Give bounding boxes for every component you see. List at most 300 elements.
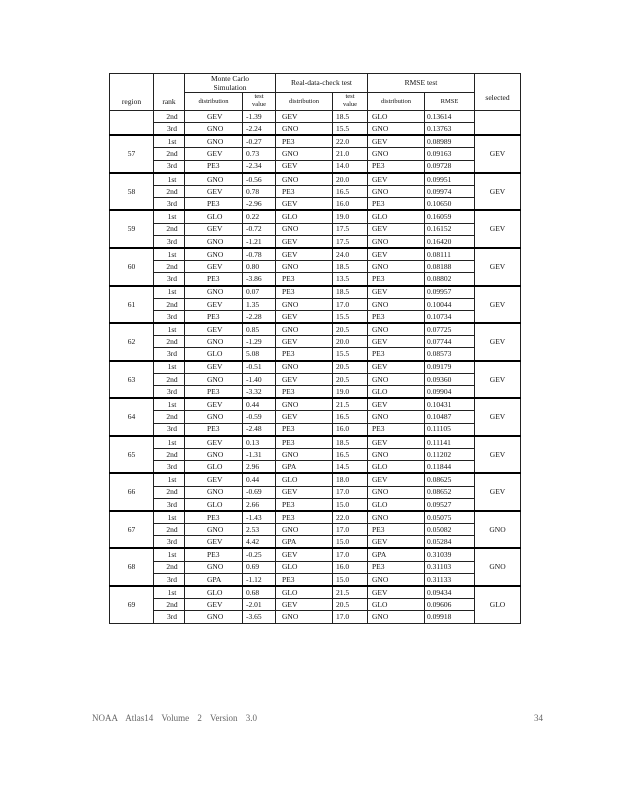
mc-test-value-cell-text: -3.86 bbox=[246, 274, 262, 284]
rank-cell-text: 1st bbox=[167, 287, 177, 297]
mc-test-value-cell-text: 0.78 bbox=[246, 186, 260, 196]
table-row bbox=[110, 373, 521, 385]
rm-distribution-cell bbox=[368, 310, 425, 323]
mc-test-value-cell bbox=[243, 210, 276, 223]
rmse-cell-text: 0.09527 bbox=[427, 499, 452, 509]
rd-distribution-cell-text: GEV bbox=[282, 249, 298, 259]
rm-distribution-cell bbox=[368, 323, 425, 336]
rd-distribution-cell-text: GNO bbox=[282, 261, 299, 271]
table-row bbox=[110, 411, 521, 423]
rank-cell-text: 1st bbox=[167, 437, 177, 447]
rd-distribution-cell-text: GEV bbox=[282, 236, 298, 246]
rm-distribution-cell bbox=[368, 599, 425, 611]
rmse-cell-text: 0.10734 bbox=[427, 311, 452, 321]
rd-distribution-cell bbox=[276, 423, 333, 436]
mc-test-value-cell bbox=[243, 123, 276, 136]
rd-test-value-cell-text: 22.0 bbox=[336, 137, 350, 147]
mc-test-value-cell-text: -0.69 bbox=[246, 487, 262, 497]
mc-distribution-cell-text: GNO bbox=[207, 337, 224, 347]
rank-cell bbox=[154, 386, 185, 399]
rd-test-value-cell bbox=[333, 135, 368, 148]
region-cell: 64 bbox=[110, 398, 154, 436]
rmse-cell bbox=[425, 536, 475, 549]
rd-distribution-cell-text: PE3 bbox=[282, 186, 295, 196]
rd-test-value-cell bbox=[333, 148, 368, 160]
rd-distribution-cell bbox=[276, 548, 333, 561]
mc-distribution-cell bbox=[185, 373, 243, 385]
mc-distribution-cell-text: GEV bbox=[207, 299, 223, 309]
rmse-cell bbox=[425, 261, 475, 273]
rmse-cell-text: 0.10044 bbox=[427, 299, 452, 309]
table-body bbox=[110, 110, 521, 623]
rd-distribution-cell-text: GEV bbox=[282, 311, 298, 321]
rm-distribution-header: distribution bbox=[368, 93, 425, 111]
rank-cell bbox=[154, 123, 185, 136]
rd-test-value-cell bbox=[333, 573, 368, 586]
rmse-cell bbox=[425, 398, 475, 411]
rm-distribution-cell bbox=[368, 273, 425, 286]
rm-distribution-cell-text: PE3 bbox=[372, 524, 385, 534]
selected-cell: GLO bbox=[475, 586, 521, 623]
rm-distribution-cell-text: PE3 bbox=[372, 424, 385, 434]
mc-test-value-cell bbox=[243, 135, 276, 148]
mc-distribution-cell-text: GEV bbox=[207, 362, 223, 372]
rd-distribution-cell-text: GLO bbox=[282, 587, 298, 597]
rm-distribution-cell-text: GLO bbox=[372, 212, 388, 222]
rm-distribution-cell bbox=[368, 586, 425, 599]
rd-distribution-cell bbox=[276, 298, 333, 310]
rank-cell-text: 1st bbox=[167, 174, 177, 184]
rd-test-value-cell-text: 17.5 bbox=[336, 224, 350, 234]
rm-distribution-cell bbox=[368, 235, 425, 248]
mc-test-value-cell bbox=[243, 261, 276, 273]
rd-test-value-cell-text: 17.5 bbox=[336, 236, 350, 246]
rm-distribution-cell bbox=[368, 286, 425, 299]
rm-distribution-cell bbox=[368, 398, 425, 411]
rm-distribution-cell bbox=[368, 198, 425, 211]
region-cell: 68 bbox=[110, 548, 154, 586]
mc-distribution-cell bbox=[185, 248, 243, 261]
rd-test-value-cell-text: 15.5 bbox=[336, 349, 350, 359]
rmse-cell bbox=[425, 473, 475, 486]
rm-distribution-cell-text: GEV bbox=[372, 587, 388, 597]
rd-distribution-cell-text: GEV bbox=[282, 550, 298, 560]
rmse-cell bbox=[425, 148, 475, 160]
rmse-cell-text: 0.08111 bbox=[427, 249, 451, 259]
rd-distribution-cell-text: PE3 bbox=[282, 386, 295, 396]
mc-distribution-cell-text: GNO bbox=[207, 374, 224, 384]
rm-distribution-cell bbox=[368, 248, 425, 261]
table-row bbox=[110, 310, 521, 323]
table-row bbox=[110, 123, 521, 136]
rank-cell bbox=[154, 398, 185, 411]
rank-cell bbox=[154, 273, 185, 286]
rm-distribution-cell-text: PE3 bbox=[372, 311, 385, 321]
rm-distribution-cell-text: GEV bbox=[372, 537, 388, 547]
rank-cell bbox=[154, 511, 185, 524]
rd-distribution-cell-text: GEV bbox=[282, 412, 298, 422]
mc-test-value-cell-text: -2.01 bbox=[246, 600, 262, 610]
mc-test-value-cell-text: 0.44 bbox=[246, 400, 260, 410]
rank-cell-text: 3rd bbox=[167, 574, 177, 584]
rd-distribution-cell-text: GEV bbox=[282, 600, 298, 610]
rd-test-value-cell-text: 17.0 bbox=[336, 487, 350, 497]
mc-distribution-cell bbox=[185, 611, 243, 623]
rd-test-value-cell-text: 15.0 bbox=[336, 537, 350, 547]
table-row bbox=[110, 611, 521, 623]
rm-distribution-cell bbox=[368, 261, 425, 273]
mc-test-value-cell-text: 2.66 bbox=[246, 499, 260, 509]
table-header bbox=[110, 74, 521, 111]
mc-distribution-cell-text: GEV bbox=[207, 400, 223, 410]
mc-test-value-cell bbox=[243, 611, 276, 623]
rm-distribution-cell bbox=[368, 548, 425, 561]
rank-cell bbox=[154, 186, 185, 198]
rd-test-value-cell bbox=[333, 110, 368, 122]
rank-cell-text: 3rd bbox=[167, 274, 177, 284]
mc-distribution-cell bbox=[185, 310, 243, 323]
table-row bbox=[110, 398, 521, 411]
rmse-cell-text: 0.09904 bbox=[427, 386, 452, 396]
rm-distribution-cell bbox=[368, 148, 425, 160]
distribution-selection-table bbox=[109, 73, 521, 624]
rd-test-value-cell bbox=[333, 536, 368, 549]
rank-cell bbox=[154, 373, 185, 385]
mc-distribution-cell bbox=[185, 398, 243, 411]
rd-test-value-cell-text: 19.0 bbox=[336, 386, 350, 396]
rmse-cell-text: 0.08625 bbox=[427, 475, 452, 485]
rd-test-value-cell-text: 17.0 bbox=[336, 299, 350, 309]
rd-test-value-cell bbox=[333, 310, 368, 323]
mc-distribution-cell-text: GEV bbox=[207, 475, 223, 485]
table-row bbox=[110, 160, 521, 173]
rmse-cell-text: 0.08802 bbox=[427, 274, 452, 284]
table-row bbox=[110, 573, 521, 586]
rm-distribution-cell-text: GNO bbox=[372, 149, 389, 159]
mc-distribution-cell bbox=[185, 186, 243, 198]
mc-distribution-cell bbox=[185, 110, 243, 122]
mc-distribution-cell-text: GEV bbox=[207, 537, 223, 547]
mc-test-value-cell bbox=[243, 235, 276, 248]
rm-distribution-cell bbox=[368, 123, 425, 136]
rm-distribution-cell-text: GNO bbox=[372, 186, 389, 196]
rd-test-value-cell bbox=[333, 248, 368, 261]
rmse-cell-text: 0.08188 bbox=[427, 261, 452, 271]
mc-distribution-cell bbox=[185, 511, 243, 524]
rmse-cell-text: 0.08573 bbox=[427, 349, 452, 359]
rank-cell-text: 1st bbox=[167, 475, 177, 485]
mc-distribution-cell bbox=[185, 298, 243, 310]
table-row bbox=[110, 173, 521, 186]
rank-cell-text: 3rd bbox=[167, 349, 177, 359]
mc-distribution-cell bbox=[185, 286, 243, 299]
rd-distribution-cell bbox=[276, 448, 333, 460]
rd-distribution-cell-text: GNO bbox=[282, 123, 299, 133]
mc-distribution-cell-text: GEV bbox=[207, 111, 223, 121]
rank-cell bbox=[154, 473, 185, 486]
rmse-cell-text: 0.16152 bbox=[427, 224, 452, 234]
rank-cell bbox=[154, 599, 185, 611]
rd-test-value-cell bbox=[333, 473, 368, 486]
rm-distribution-cell bbox=[368, 373, 425, 385]
rd-distribution-cell bbox=[276, 373, 333, 385]
rank-cell-text: 2nd bbox=[166, 111, 178, 121]
mc-distribution-cell-text: PE3 bbox=[207, 550, 220, 560]
rm-distribution-cell bbox=[368, 386, 425, 399]
rank-cell bbox=[154, 524, 185, 536]
mc-test-value-cell-text: -2.28 bbox=[246, 311, 262, 321]
rd-distribution-cell bbox=[276, 386, 333, 399]
rd-test-value-cell bbox=[333, 398, 368, 411]
rd-distribution-cell-text: GEV bbox=[282, 374, 298, 384]
mc-distribution-cell bbox=[185, 361, 243, 374]
mc-test-value-cell bbox=[243, 486, 276, 498]
rm-distribution-cell-text: GEV bbox=[372, 475, 388, 485]
rank-cell bbox=[154, 223, 185, 235]
rmse-cell-text: 0.09728 bbox=[427, 161, 452, 171]
mc-distribution-cell bbox=[185, 536, 243, 549]
mc-distribution-cell bbox=[185, 473, 243, 486]
rmse-cell bbox=[425, 548, 475, 561]
table-row bbox=[110, 473, 521, 486]
rd-distribution-cell bbox=[276, 361, 333, 374]
rank-cell bbox=[154, 498, 185, 511]
mc-test-value-cell-text: 4.42 bbox=[246, 537, 260, 547]
rank-cell bbox=[154, 261, 185, 273]
mc-test-value-cell bbox=[243, 473, 276, 486]
mc-distribution-cell-text: PE3 bbox=[207, 199, 220, 209]
mc-test-value-cell bbox=[243, 373, 276, 385]
rd-test-value-cell-text: 21.5 bbox=[336, 587, 350, 597]
mc-test-value-cell bbox=[243, 173, 276, 186]
mc-distribution-cell bbox=[185, 323, 243, 336]
rmse-cell bbox=[425, 173, 475, 186]
mc-test-value-cell-text: -0.27 bbox=[246, 137, 262, 147]
table-row bbox=[110, 210, 521, 223]
rd-distribution-cell bbox=[276, 336, 333, 348]
rmse-cell bbox=[425, 336, 475, 348]
selected-cell: GEV bbox=[475, 286, 521, 324]
monte-carlo-header: Monte Carlo Simulation bbox=[185, 74, 276, 93]
mc-distribution-cell bbox=[185, 173, 243, 186]
rd-test-value-cell bbox=[333, 436, 368, 449]
mc-distribution-cell-text: GLO bbox=[207, 212, 223, 222]
rd-test-value-cell-text: 17.0 bbox=[336, 612, 350, 622]
rd-distribution-cell-text: PE3 bbox=[282, 287, 295, 297]
table-row bbox=[110, 110, 521, 122]
selected-cell: GNO bbox=[475, 511, 521, 549]
rd-test-value-cell bbox=[333, 561, 368, 573]
rd-test-value-cell bbox=[333, 198, 368, 211]
rd-test-value-cell bbox=[333, 524, 368, 536]
rd-distribution-cell bbox=[276, 135, 333, 148]
rank-cell-text: 3rd bbox=[167, 499, 177, 509]
rm-distribution-cell bbox=[368, 611, 425, 623]
table-row bbox=[110, 336, 521, 348]
rd-test-value-cell-text: 18.5 bbox=[336, 111, 350, 121]
rank-cell bbox=[154, 148, 185, 160]
rmse-cell bbox=[425, 323, 475, 336]
rd-distribution-cell bbox=[276, 223, 333, 235]
mc-test-value-cell-text: 0.68 bbox=[246, 587, 260, 597]
mc-test-value-cell-text: -3.32 bbox=[246, 386, 262, 396]
table-row bbox=[110, 586, 521, 599]
rd-distribution-cell bbox=[276, 148, 333, 160]
region-cell: 58 bbox=[110, 173, 154, 211]
rm-distribution-cell bbox=[368, 186, 425, 198]
mc-test-value-cell-text: -1.21 bbox=[246, 236, 262, 246]
rd-distribution-cell-text: GNO bbox=[282, 299, 299, 309]
mc-distribution-cell bbox=[185, 273, 243, 286]
rmse-cell bbox=[425, 611, 475, 623]
rmse-cell bbox=[425, 586, 475, 599]
rank-cell-text: 2nd bbox=[166, 524, 178, 534]
rm-distribution-cell bbox=[368, 135, 425, 148]
mc-test-value-header: test value bbox=[243, 93, 276, 111]
region-cell: 69 bbox=[110, 586, 154, 623]
mc-distribution-cell-text: GPA bbox=[207, 574, 222, 584]
rank-cell-text: 2nd bbox=[166, 337, 178, 347]
rmse-cell bbox=[425, 160, 475, 173]
rd-test-value-cell bbox=[333, 423, 368, 436]
mc-distribution-cell-text: GNO bbox=[207, 174, 224, 184]
rd-test-value-cell-text: 16.0 bbox=[336, 562, 350, 572]
rd-test-value-cell bbox=[333, 210, 368, 223]
rm-distribution-cell-text: PE3 bbox=[372, 349, 385, 359]
region-cell: 59 bbox=[110, 210, 154, 248]
rd-distribution-cell-text: GLO bbox=[282, 562, 298, 572]
rmse-cell bbox=[425, 511, 475, 524]
mc-distribution-cell bbox=[185, 348, 243, 361]
rm-distribution-cell-text: GNO bbox=[372, 487, 389, 497]
mc-test-value-cell-text: -3.65 bbox=[246, 612, 262, 622]
rd-test-value-cell bbox=[333, 298, 368, 310]
rank-cell-text: 1st bbox=[167, 400, 177, 410]
rmse-cell-text: 0.16059 bbox=[427, 212, 452, 222]
rm-distribution-cell-text: GEV bbox=[372, 224, 388, 234]
rm-distribution-cell-text: GEV bbox=[372, 249, 388, 259]
rm-distribution-cell-text: PE3 bbox=[372, 274, 385, 284]
rank-cell bbox=[154, 210, 185, 223]
rd-test-value-cell bbox=[333, 361, 368, 374]
mc-test-value-cell bbox=[243, 248, 276, 261]
rm-distribution-cell-text: GNO bbox=[372, 612, 389, 622]
rank-cell-text: 2nd bbox=[166, 299, 178, 309]
mc-distribution-cell bbox=[185, 498, 243, 511]
mc-test-value-cell bbox=[243, 436, 276, 449]
region-cell: 63 bbox=[110, 361, 154, 399]
rank-cell-text: 3rd bbox=[167, 311, 177, 321]
rd-test-value-cell bbox=[333, 611, 368, 623]
rmse-cell-text: 0.31103 bbox=[427, 562, 452, 572]
rmse-test-header: RMSE test bbox=[368, 74, 475, 93]
region-header: region bbox=[110, 74, 154, 111]
mc-test-value-cell-text: -1.40 bbox=[246, 374, 262, 384]
rmse-cell-text: 0.13763 bbox=[427, 123, 452, 133]
mc-distribution-cell bbox=[185, 461, 243, 474]
rmse-cell bbox=[425, 286, 475, 299]
rmse-cell bbox=[425, 361, 475, 374]
mc-test-value-cell bbox=[243, 586, 276, 599]
rank-cell bbox=[154, 586, 185, 599]
rmse-cell bbox=[425, 373, 475, 385]
rm-distribution-cell bbox=[368, 573, 425, 586]
mc-distribution-cell-text: GNO bbox=[207, 236, 224, 246]
mc-test-value-cell bbox=[243, 110, 276, 122]
rm-distribution-cell-text: GEV bbox=[372, 137, 388, 147]
rm-distribution-cell-text: GEV bbox=[372, 362, 388, 372]
rd-test-value-cell bbox=[333, 548, 368, 561]
rd-distribution-cell bbox=[276, 235, 333, 248]
rmse-cell bbox=[425, 486, 475, 498]
rm-distribution-cell bbox=[368, 511, 425, 524]
rd-distribution-cell bbox=[276, 273, 333, 286]
rm-distribution-cell bbox=[368, 348, 425, 361]
rank-cell bbox=[154, 160, 185, 173]
rank-cell-text: 2nd bbox=[166, 562, 178, 572]
rm-distribution-cell-text: GNO bbox=[372, 449, 389, 459]
mc-distribution-cell bbox=[185, 210, 243, 223]
rm-distribution-cell-text: PE3 bbox=[372, 161, 385, 171]
rd-test-value-cell bbox=[333, 223, 368, 235]
rd-test-value-cell bbox=[333, 461, 368, 474]
rd-distribution-cell bbox=[276, 186, 333, 198]
mc-test-value-cell bbox=[243, 411, 276, 423]
mc-test-value-cell-text: 2.96 bbox=[246, 461, 260, 471]
rd-distribution-cell bbox=[276, 498, 333, 511]
rmse-cell bbox=[425, 461, 475, 474]
rd-test-value-cell-text: 20.5 bbox=[336, 324, 350, 334]
rd-test-value-cell-text: 16.0 bbox=[336, 199, 350, 209]
rm-distribution-cell-text: GEV bbox=[372, 337, 388, 347]
rmse-cell bbox=[425, 573, 475, 586]
rank-cell bbox=[154, 235, 185, 248]
mc-test-value-cell bbox=[243, 186, 276, 198]
rd-test-value-cell bbox=[333, 411, 368, 423]
rmse-cell bbox=[425, 210, 475, 223]
mc-distribution-cell bbox=[185, 573, 243, 586]
mc-test-value-cell bbox=[243, 273, 276, 286]
table-row bbox=[110, 498, 521, 511]
mc-test-value-cell-text: -2.24 bbox=[246, 123, 262, 133]
rank-cell-text: 1st bbox=[167, 249, 177, 259]
mc-distribution-cell bbox=[185, 261, 243, 273]
table-row bbox=[110, 148, 521, 160]
rank-cell bbox=[154, 135, 185, 148]
rd-test-value-cell-text: 22.0 bbox=[336, 512, 350, 522]
rd-test-value-cell-text: 15.0 bbox=[336, 574, 350, 584]
mc-distribution-cell-text: GEV bbox=[207, 437, 223, 447]
rd-distribution-cell bbox=[276, 486, 333, 498]
rank-cell-text: 3rd bbox=[167, 612, 177, 622]
rm-distribution-cell bbox=[368, 298, 425, 310]
rmse-cell-text: 0.31039 bbox=[427, 550, 452, 560]
rmse-cell bbox=[425, 348, 475, 361]
mc-test-value-cell bbox=[243, 524, 276, 536]
rd-test-value-cell bbox=[333, 123, 368, 136]
rmse-cell-text: 0.05284 bbox=[427, 537, 452, 547]
rank-cell-text: 3rd bbox=[167, 461, 177, 471]
mc-test-value-cell bbox=[243, 323, 276, 336]
rank-cell-text: 3rd bbox=[167, 161, 177, 171]
rd-distribution-cell bbox=[276, 348, 333, 361]
rm-distribution-cell bbox=[368, 361, 425, 374]
mc-test-value-cell bbox=[243, 160, 276, 173]
table-row bbox=[110, 561, 521, 573]
rd-distribution-cell-text: PE3 bbox=[282, 574, 295, 584]
rd-distribution-cell-text: GNO bbox=[282, 400, 299, 410]
rm-distribution-cell-text: GNO bbox=[372, 574, 389, 584]
